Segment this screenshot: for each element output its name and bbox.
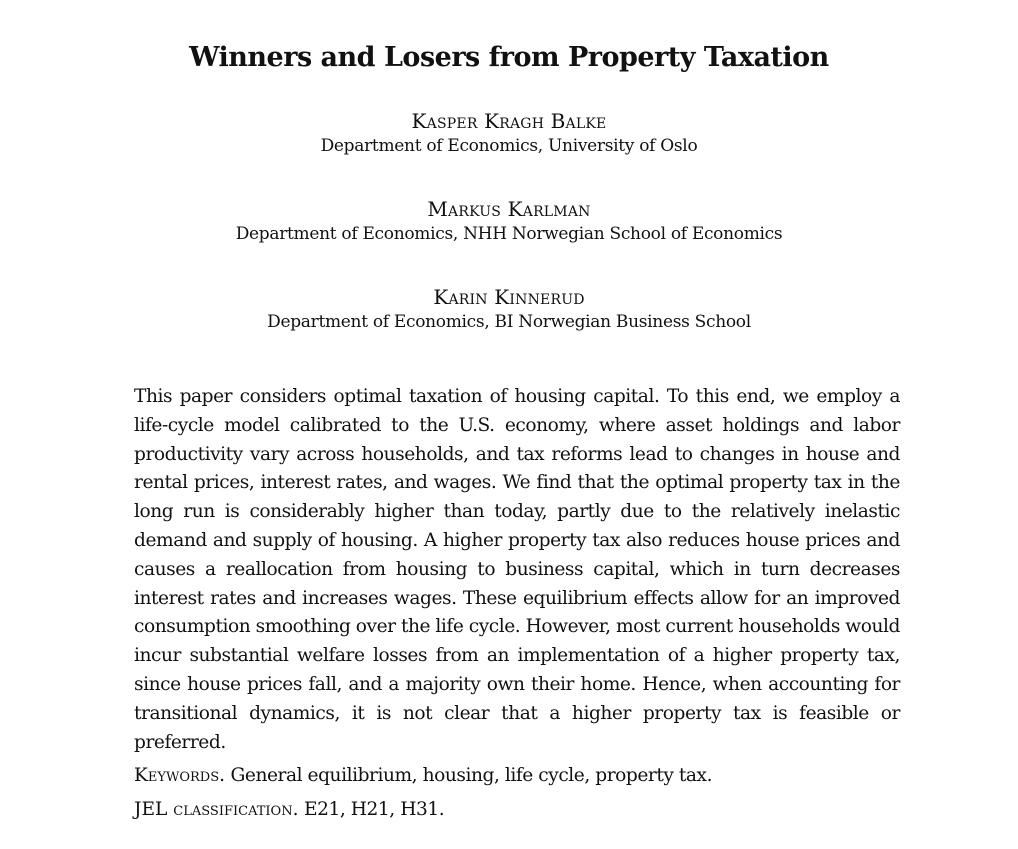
author-affiliation: Department of Economics, BI Norwegian Business School [267, 312, 751, 332]
author-block-3 [0, 284, 1018, 334]
abstract-text: This paper considers optimal taxation of housing capital. To this end, we employ a life-cycle model calibrated to the U.S. economy, where asset holdings and labor productivity vary across households, and tax reforms lead to changes in house and rental prices, interest rates, and wages. We find that the optimal property tax in the long run is considerably higher than today, partly due to the relatively inelastic demand and supply of housing. A higher property tax also reduces house prices and causes a reallocation from housing to business capital, which in turn decreases interest rates and increases wages. These equilibrium effects allow for an improved consumption smoothing over the life cycle. However, most current households would incur substantial welfare losses from an implementation of a higher property tax, since house prices fall, and a majority own their home. Hence, when accounting for transitional dynamics, it is not clear that a higher property tax is feasible or preferred. [134, 386, 900, 753]
abstract [134, 383, 900, 757]
jel-value: E21, H21, H31. [303, 799, 445, 820]
author-name: Markus Karlman [427, 197, 591, 221]
author-name: Kasper Kragh Balke [411, 109, 607, 133]
jel-line [134, 796, 900, 824]
keywords-label: Keywords. [134, 765, 226, 786]
jel-label: JEL classification. [134, 799, 299, 820]
author-name: Karin Kinnerud [433, 285, 585, 309]
author-affiliation: Department of Economics, NHH Norwegian School of Economics [235, 224, 783, 244]
author-block-2 [0, 196, 1018, 246]
paper-title: Winners and Losers from Property Taxation [189, 42, 829, 73]
author-block-1 [0, 108, 1018, 158]
keywords-line [134, 762, 900, 790]
keywords-value: General equilibrium, housing, life cycle, property tax. [230, 765, 713, 786]
author-affiliation: Department of Economics, University of Oslo [320, 136, 698, 156]
